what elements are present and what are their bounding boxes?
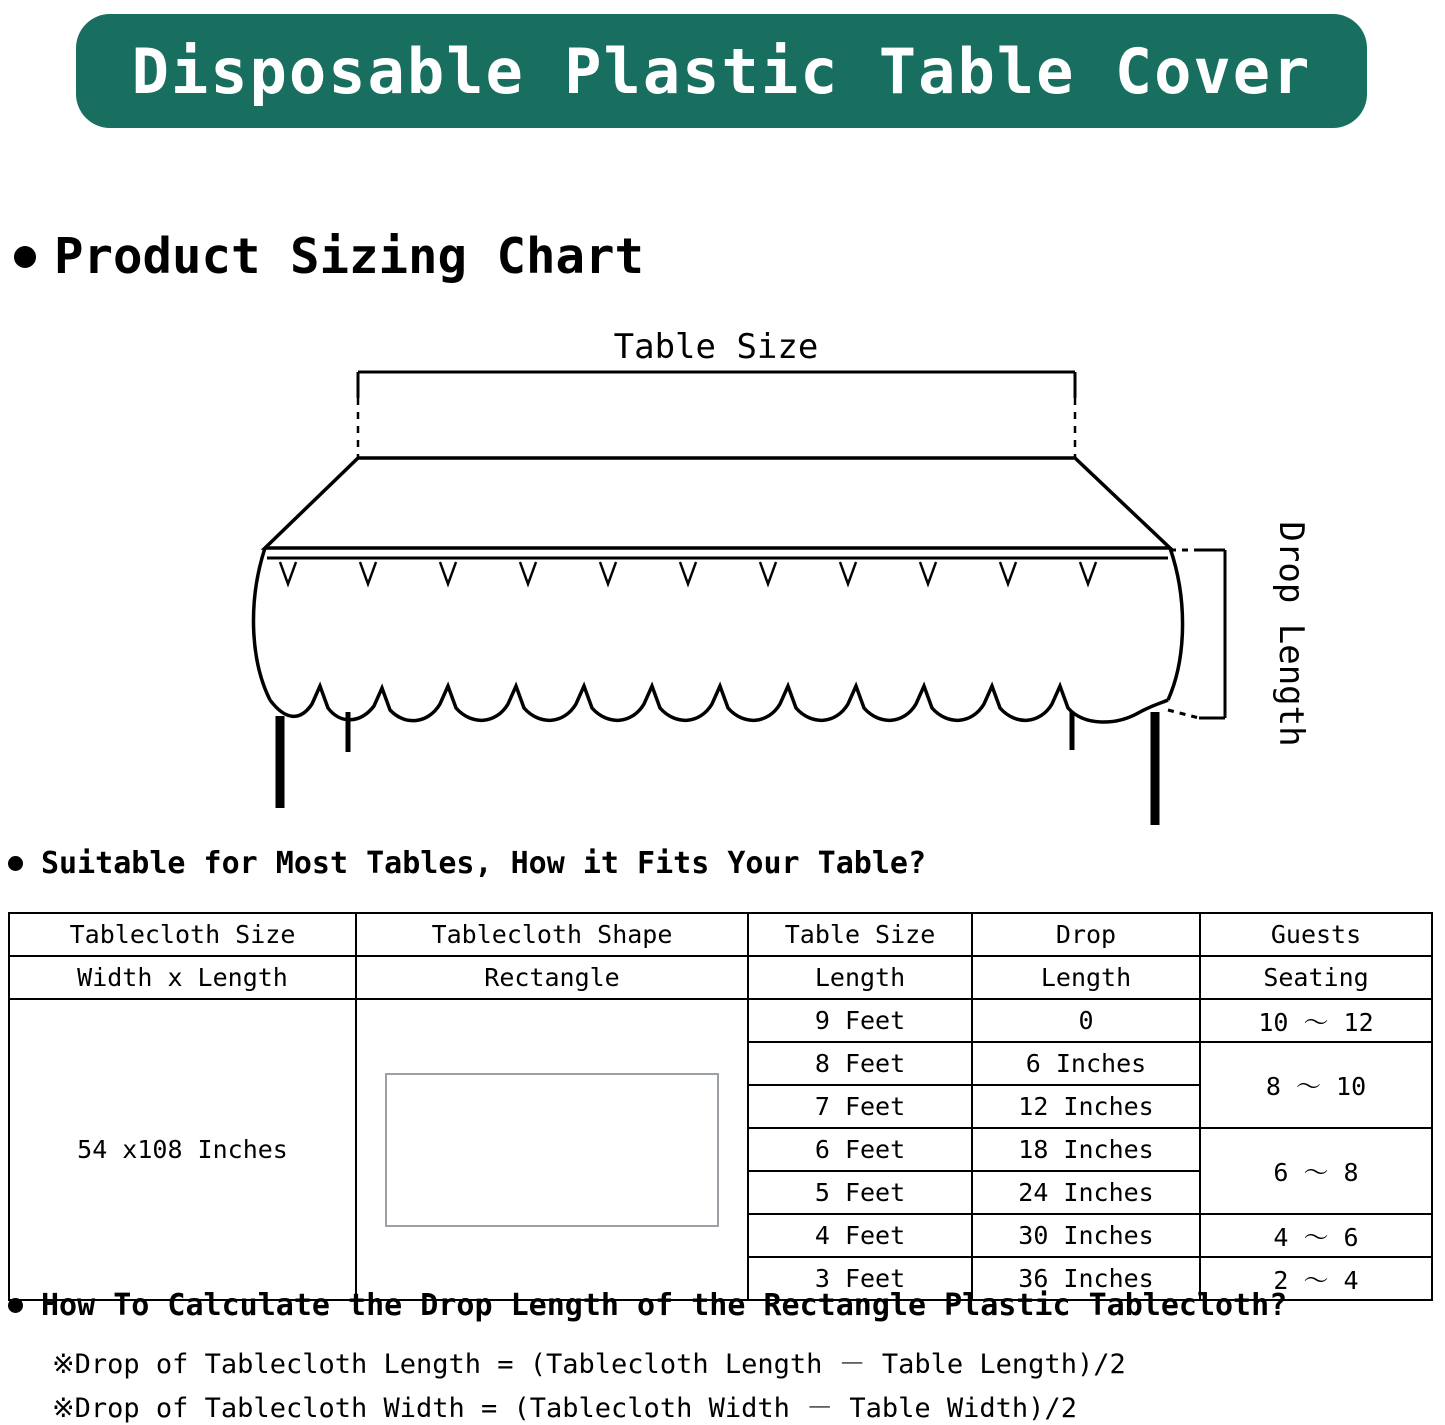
sizing-table [8, 912, 1433, 1301]
header-drop-length: Length [972, 956, 1200, 999]
cell-drop-length: 12 Inches [972, 1085, 1200, 1128]
header-tablecloth-size: Tablecloth Size [9, 913, 356, 956]
cell-drop-length: 30 Inches [972, 1214, 1200, 1257]
header-guests: Guests [1200, 913, 1432, 956]
cell-table-length: 9 Feet [748, 999, 972, 1042]
header-tablecloth-shape: Tablecloth Shape [356, 913, 748, 956]
tabletop-surface [265, 458, 1170, 548]
cell-drop-length: 36 Inches [972, 1257, 1200, 1300]
page-title: Disposable Plastic Table Cover [131, 34, 1312, 108]
note-drop-length-formula: ※Drop of Tablecloth Length = (Tablecloth Length － Table Length)/2 [52, 1349, 1126, 1380]
table-header-row-1 [9, 913, 1432, 956]
cell-table-length: 8 Feet [748, 1042, 972, 1085]
cell-table-length: 5 Feet [748, 1171, 972, 1214]
section-heading-fits-label: Suitable for Most Tables, How it Fits Your Table? [41, 846, 927, 881]
table-row [9, 999, 1432, 1042]
bullet-icon [14, 246, 36, 268]
cell-drop-length: 18 Inches [972, 1128, 1200, 1171]
cell-tablecloth-size-value: 54 x108 Inches [9, 999, 356, 1300]
cell-tablecloth-shape-figure [356, 999, 748, 1300]
cell-guests: 2 ～ 4 [1200, 1257, 1432, 1300]
header-width-x-length: Width x Length [9, 956, 356, 999]
section-heading-calc-label: How To Calculate the Drop Length of the Rectangle Plastic Tablecloth? [41, 1288, 1288, 1323]
cloth-top-edge [265, 548, 1170, 558]
table-header-row-2 [9, 956, 1432, 999]
cell-table-length: 3 Feet [748, 1257, 972, 1300]
table-cover-diagram [240, 300, 1360, 840]
bullet-icon [8, 1298, 23, 1313]
cell-drop-length: 6 Inches [972, 1042, 1200, 1085]
cell-guests: 8 ～ 10 [1200, 1042, 1432, 1128]
header-drop: Drop [972, 913, 1200, 956]
bullet-icon [8, 856, 23, 871]
drop-length-label: Drop Length [1271, 521, 1311, 747]
cell-guests: 6 ～ 8 [1200, 1128, 1432, 1214]
cell-table-length: 6 Feet [748, 1128, 972, 1171]
cell-table-length: 7 Feet [748, 1085, 972, 1128]
cloth-notches-top [280, 562, 1096, 584]
measure-leader-lines [358, 398, 1075, 458]
cell-table-length: 4 Feet [748, 1214, 972, 1257]
cloth-drape [254, 548, 1183, 722]
section-heading-sizing-chart-label: Product Sizing Chart [54, 228, 645, 285]
header-rectangle: Rectangle [356, 956, 748, 999]
header-banner [76, 14, 1367, 128]
rectangle-shape-icon [385, 1073, 719, 1227]
cell-guests: 4 ～ 6 [1200, 1214, 1432, 1257]
cell-drop-length: 0 [972, 999, 1200, 1042]
cell-drop-length: 24 Inches [972, 1171, 1200, 1214]
header-table-size: Table Size [748, 913, 972, 956]
table-legs [280, 712, 1155, 825]
header-seating: Seating [1200, 956, 1432, 999]
table-size-measure [358, 372, 1075, 398]
header-length: Length [748, 956, 972, 999]
table-size-label: Table Size [613, 327, 819, 367]
section-heading-fits [8, 846, 926, 881]
cell-guests: 10 ～ 12 [1200, 999, 1432, 1042]
note-drop-width-formula: ※Drop of Tablecloth Width = (Tablecloth Width － Table Width)/2 [52, 1393, 1077, 1424]
section-heading-calc [8, 1288, 1287, 1323]
section-heading-sizing-chart [14, 228, 644, 285]
